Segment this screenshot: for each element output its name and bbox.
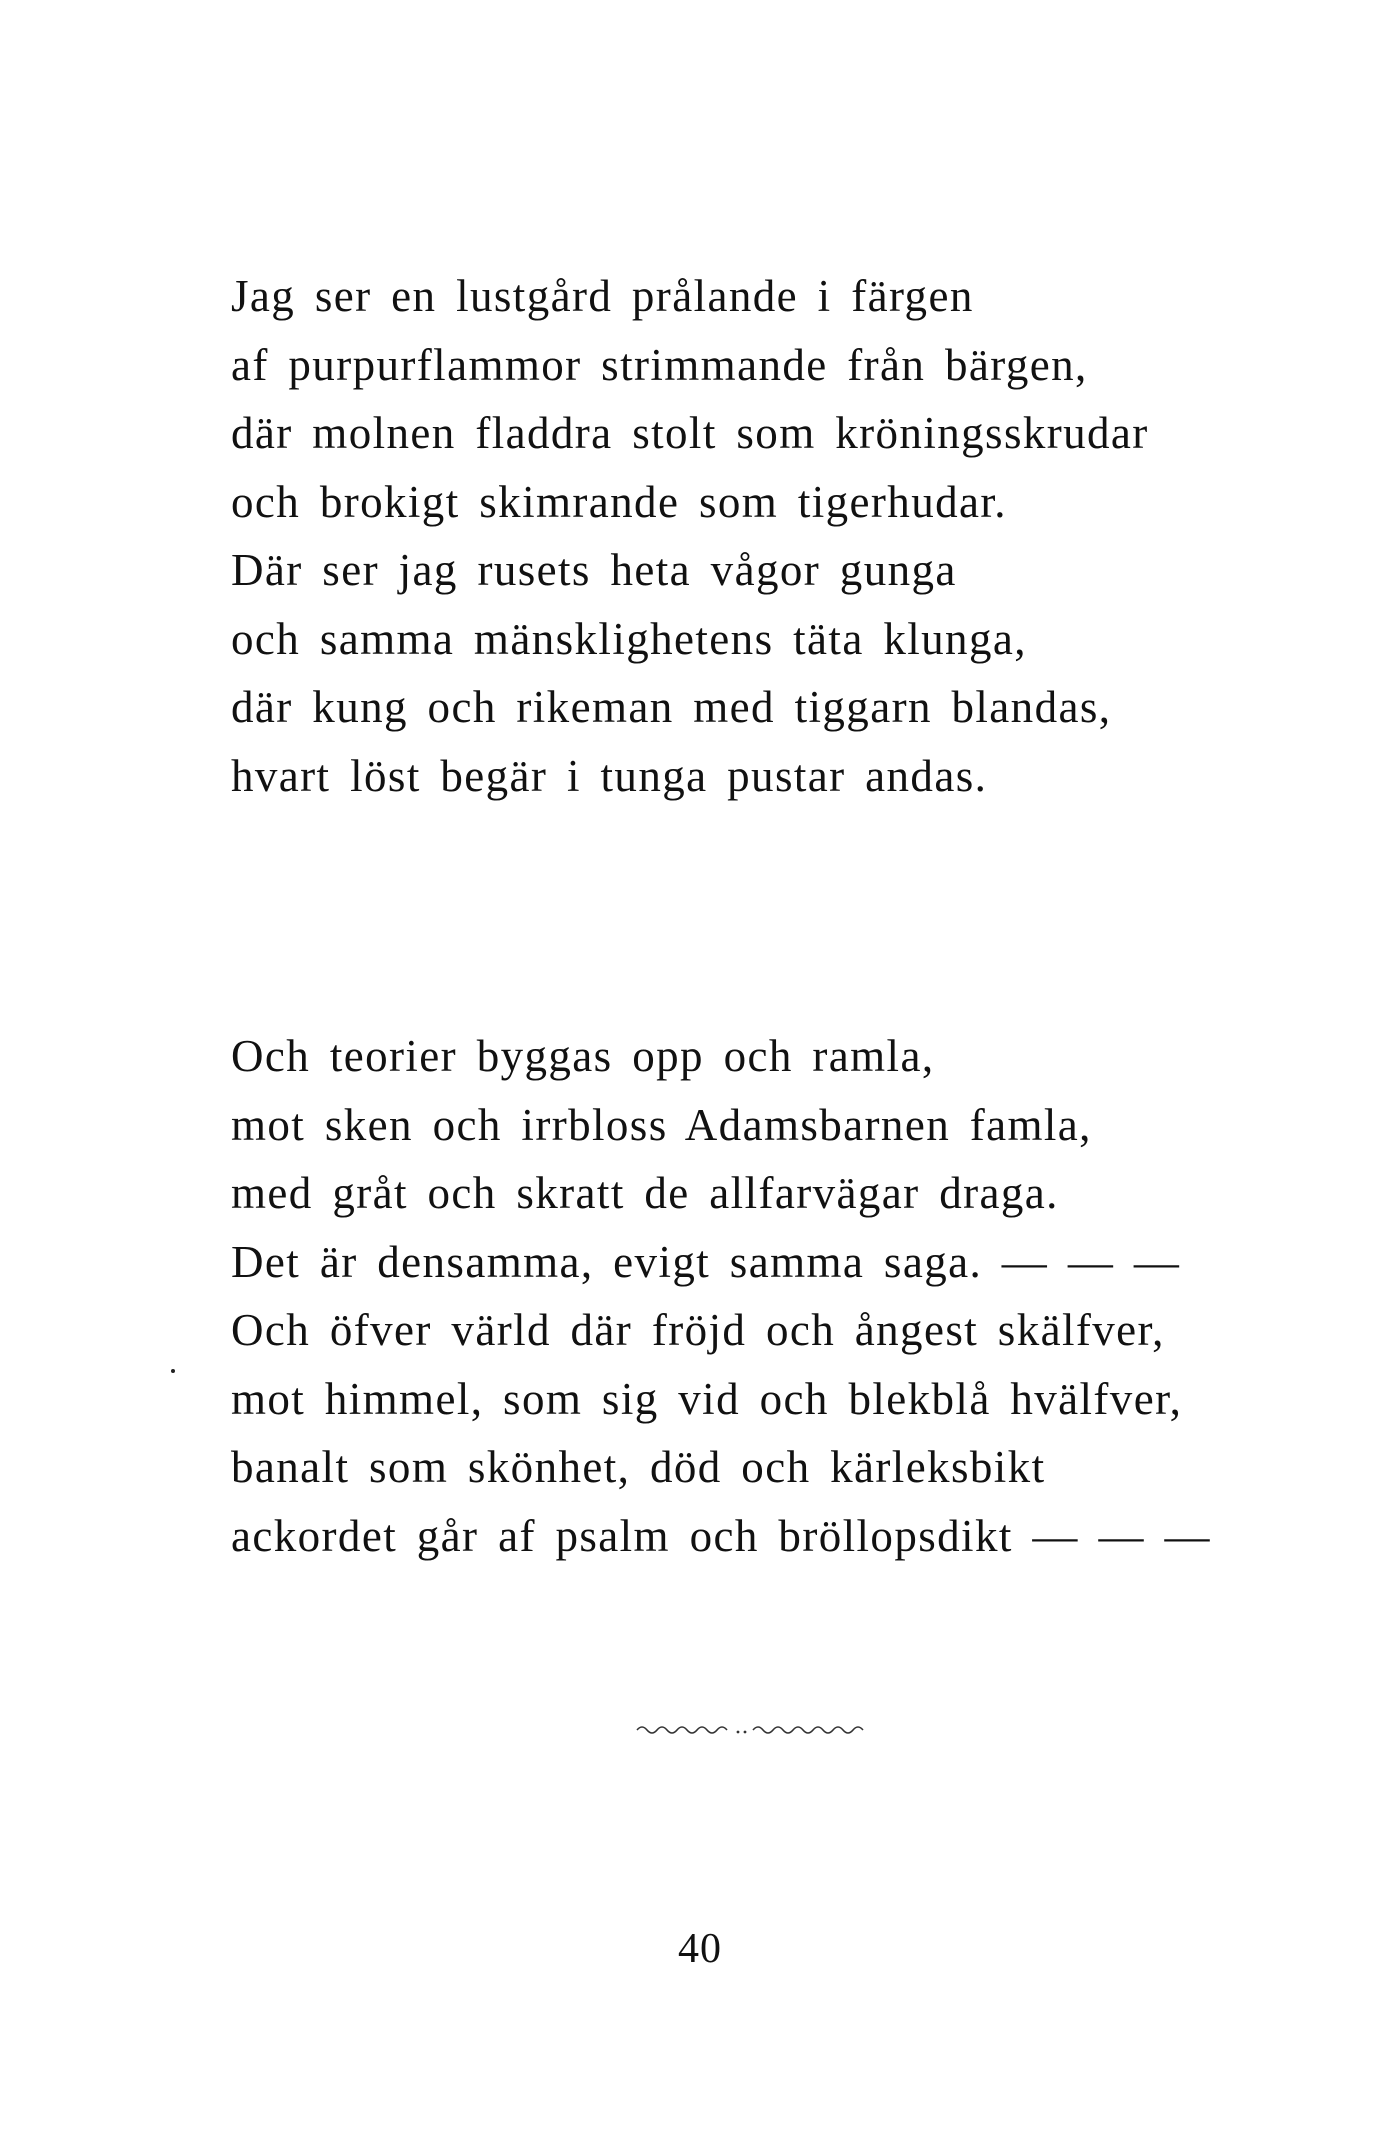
poem-line: och samma mänsklighetens täta klunga,: [231, 613, 1027, 664]
ink-speck: [171, 1369, 175, 1373]
wavy-line-ornament-icon: [635, 1720, 875, 1740]
poem-line: Där ser jag rusets heta vågor gunga: [231, 545, 957, 595]
poem-line: Jag ser en lustgård prålande i färgen: [231, 271, 974, 321]
poem-line: med gråt och skratt de allfarvägar draga.: [231, 1168, 1059, 1218]
page-number: 40: [678, 1926, 722, 1972]
poem-line: Och öfver värld där fröjd och ångest skälfver,: [231, 1305, 1165, 1355]
poem-line: banalt som skönhet, död och kärleksbikt: [231, 1442, 1046, 1492]
poem-stanza-1: [231, 262, 1311, 810]
poem-line: och brokigt skimrande som tigerhudar.: [231, 476, 1007, 527]
poem-line: hvart löst begär i tunga pustar andas.: [231, 750, 988, 801]
poem-line: ackordet går af psalm och bröllopsdikt — — —: [231, 1510, 1211, 1561]
poem-line: mot sken och irrbloss Adamsbarnen famla,: [231, 1099, 1092, 1150]
poem-line: där kung och rikeman med tiggarn blandas,: [231, 682, 1112, 732]
poem-line: mot himmel, som sig vid och blekblå hvälfver,: [231, 1373, 1183, 1424]
poem-line: Och teorier byggas opp och ramla,: [231, 1031, 935, 1081]
poem-line: där molnen fladdra stolt som kröningsskrudar: [231, 408, 1149, 458]
poem-stanza-2: [231, 1022, 1311, 1570]
poem-line: Det är densamma, evigt samma saga. — — —: [231, 1236, 1181, 1287]
poem-line: af purpurflammor strimmande från bärgen,: [231, 339, 1088, 390]
